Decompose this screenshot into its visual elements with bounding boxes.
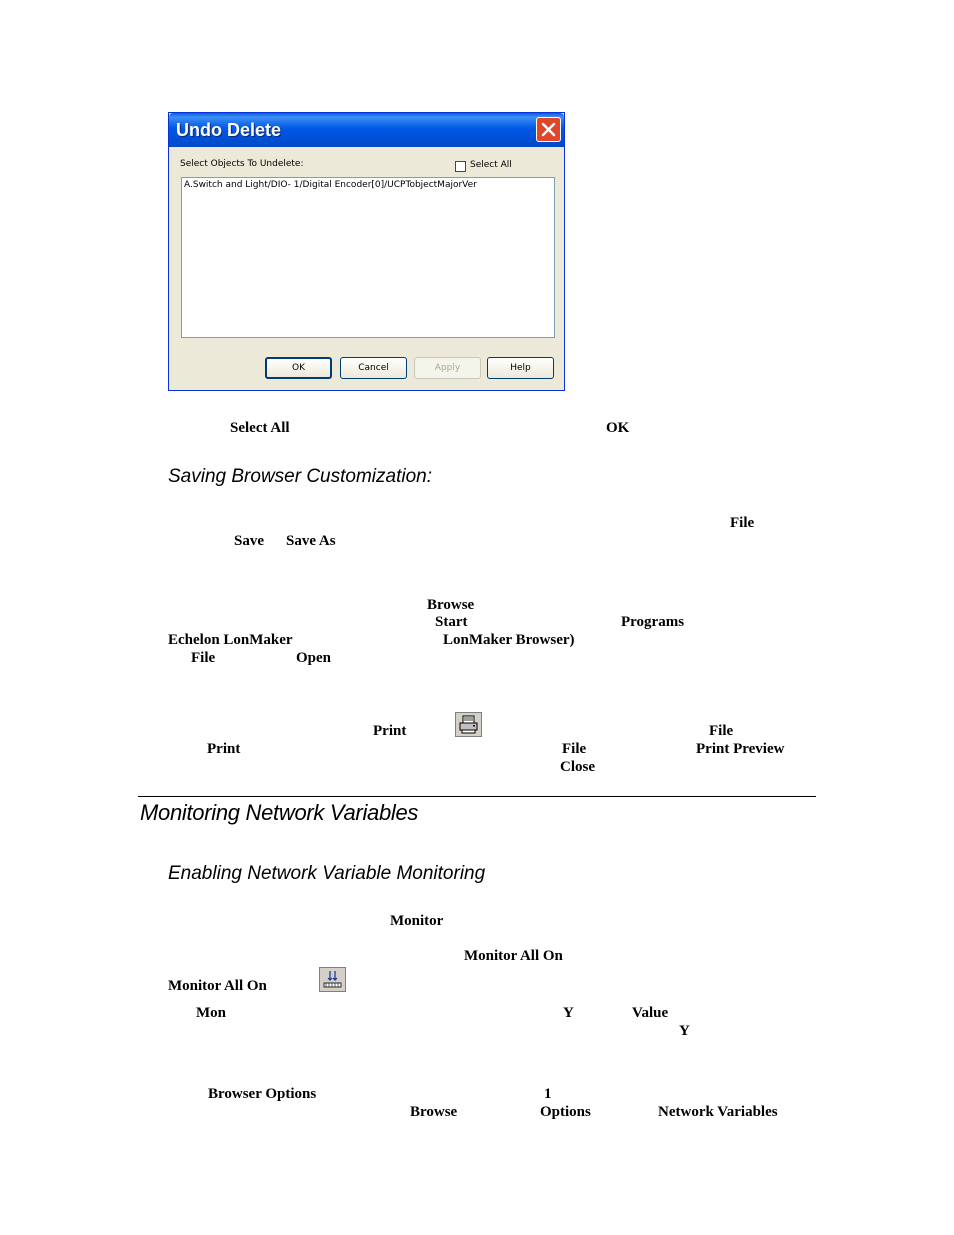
section-rule — [138, 796, 816, 797]
monitor-all-on-text-2: Monitor All On — [168, 978, 267, 994]
enabling-heading: Enabling Network Variable Monitoring — [168, 863, 486, 884]
close-text: Close — [560, 759, 595, 775]
network-variables-text: Network Variables — [658, 1104, 778, 1120]
monitor-text: Monitor — [390, 913, 444, 929]
file-text-3: File — [709, 723, 734, 739]
dialog-titlebar — [169, 113, 564, 147]
select-all-text: Select All — [230, 420, 290, 436]
echelon-lonmaker-text: Echelon LonMaker — [168, 632, 293, 648]
file-text-2: File — [191, 650, 216, 666]
list-item[interactable]: A.Switch and Light/DIO- 1/Digital Encoder[0]/UCPTobjectMajorVer — [184, 180, 477, 190]
programs-text: Programs — [621, 614, 685, 630]
browser-options-text: Browser Options — [208, 1086, 317, 1102]
ok-text: OK — [606, 420, 630, 436]
browse-text: Browse — [427, 597, 475, 613]
select-objects-label: Select Objects To Undelete: — [180, 159, 304, 169]
mon-text: Mon — [196, 1005, 226, 1021]
file-text-4: File — [562, 741, 587, 757]
y-text: Y — [563, 1005, 574, 1021]
value-text: Value — [632, 1005, 669, 1021]
close-icon — [541, 122, 556, 137]
undo-delete-dialog — [168, 112, 565, 391]
start-text: Start — [435, 614, 468, 630]
monitoring-heading: Monitoring Network Variables — [140, 800, 419, 825]
saving-heading: Saving Browser Customization: — [168, 466, 432, 487]
file-text: File — [730, 515, 755, 531]
lonmaker-browser-text: LonMaker Browser) — [443, 632, 575, 648]
monitor-all-on-icon — [319, 967, 346, 992]
save-text: Save — [234, 533, 264, 549]
print-preview-text: Print Preview — [696, 741, 785, 757]
open-text: Open — [296, 650, 332, 666]
close-button[interactable] — [536, 117, 561, 142]
ok-button[interactable]: OK — [265, 357, 332, 379]
help-button[interactable]: Help — [487, 357, 554, 379]
objects-listbox[interactable] — [181, 177, 555, 338]
browse-text-2: Browse — [410, 1104, 458, 1120]
one-text: 1 — [544, 1086, 552, 1102]
apply-button[interactable]: Apply — [414, 357, 481, 379]
print-text: Print — [373, 723, 407, 739]
options-text: Options — [540, 1104, 591, 1120]
y-text-2: Y — [679, 1023, 690, 1039]
dialog-title: Undo Delete — [176, 120, 282, 140]
print-text-2: Print — [207, 741, 241, 757]
select-all-checkbox[interactable] — [455, 161, 466, 172]
printer-icon — [455, 712, 482, 737]
monitor-all-on-text: Monitor All On — [464, 948, 563, 964]
save-as-text: Save As — [286, 533, 336, 549]
select-all-label: Select All — [470, 160, 512, 170]
cancel-button[interactable]: Cancel — [340, 357, 407, 379]
